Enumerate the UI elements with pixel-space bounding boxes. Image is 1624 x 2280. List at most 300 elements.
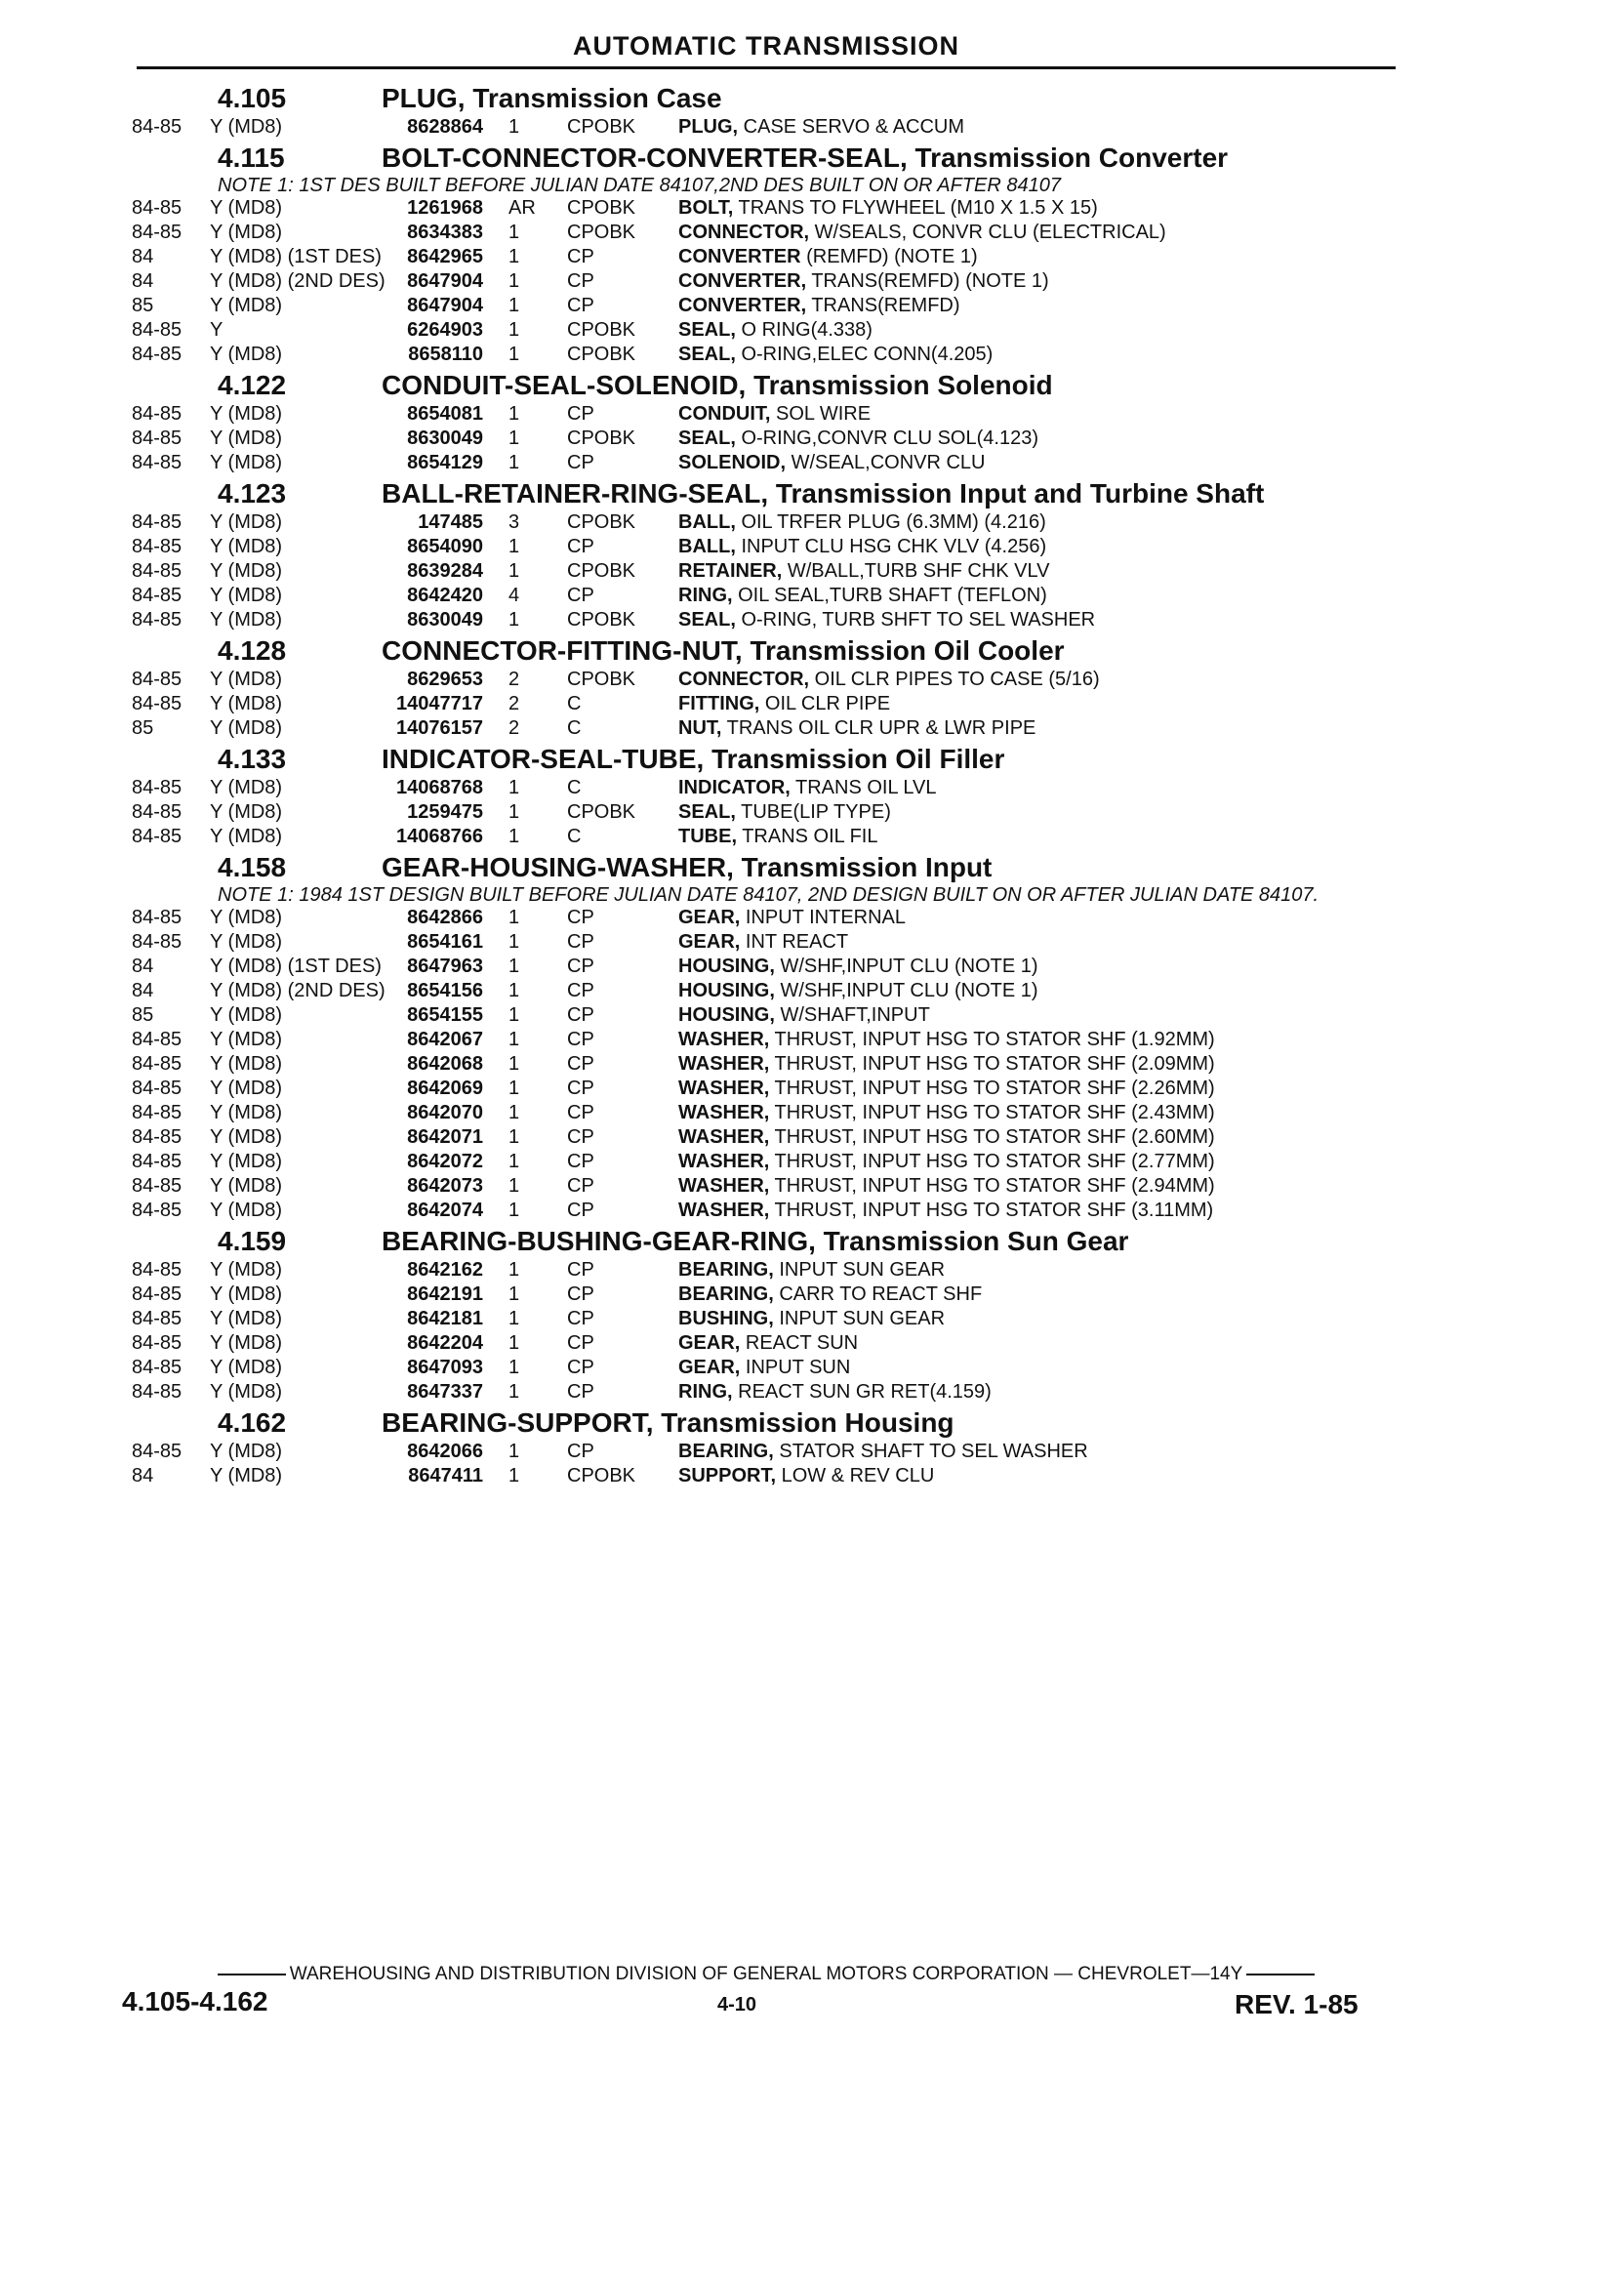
- description-cell: [678, 1199, 1401, 1223]
- part-row: [132, 930, 1401, 955]
- description-cell: [678, 196, 1401, 221]
- code-cell: C: [567, 826, 582, 847]
- quantity-cell: 1: [508, 777, 520, 798]
- description-keyword: GEAR,: [678, 1357, 741, 1378]
- part-row: [132, 668, 1401, 692]
- year-cell: 84-85: [132, 1308, 183, 1329]
- part-number-cell: 8642866: [407, 907, 483, 928]
- part-row: [132, 1440, 1401, 1464]
- code-cell: CP: [567, 403, 594, 425]
- description-cell: [678, 402, 1401, 427]
- description-keyword: SEAL,: [678, 801, 736, 823]
- year-cell: 84-85: [132, 669, 183, 690]
- description-text: THRUST, INPUT HSG TO STATOR SHF (2.09MM): [769, 1053, 1215, 1075]
- description-cell: [678, 559, 1401, 584]
- year-cell: 84: [132, 270, 154, 292]
- model-cell: Y (MD8): [210, 295, 283, 316]
- code-cell: CPOBK: [567, 609, 636, 631]
- description-text: TRANS OIL FIL: [737, 826, 878, 847]
- section-note: NOTE 1: 1984 1ST DESIGN BUILT BEFORE JULIAN DATE 84107, 2ND DESIGN BUILT ON OR AFTER JULIAN DATE 84107.: [218, 884, 1320, 906]
- description-cell: [678, 955, 1401, 979]
- section-title: BOLT-CONNECTOR-CONVERTER-SEAL, Transmission Converter: [382, 142, 1229, 173]
- description-cell: [678, 906, 1401, 930]
- quantity-cell: 1: [508, 1175, 520, 1197]
- part-number-cell: 14076157: [396, 717, 483, 739]
- quantity-cell: 1: [508, 1441, 520, 1462]
- section-heading: [132, 743, 1401, 776]
- part-number-cell: 8647904: [407, 295, 483, 316]
- description-cell: [678, 221, 1401, 245]
- description-text: OIL CLR PIPES TO CASE (5/16): [809, 669, 1100, 690]
- description-text: W/BALL,TURB SHF CHK VLV: [782, 560, 1050, 582]
- description-text: THRUST, INPUT HSG TO STATOR SHF (2.77MM): [769, 1151, 1215, 1172]
- part-row: [132, 1307, 1401, 1331]
- description-keyword: RING,: [678, 585, 733, 606]
- model-cell: Y (MD8): [210, 826, 283, 847]
- code-cell: CP: [567, 1029, 594, 1050]
- year-cell: 84-85: [132, 801, 183, 823]
- description-text: REACT SUN GR RET(4.159): [732, 1381, 992, 1403]
- description-cell: [678, 269, 1401, 294]
- year-cell: 85: [132, 1004, 154, 1026]
- model-cell: Y (MD8): [210, 801, 283, 823]
- section-title: PLUG, Transmission Case: [382, 83, 722, 113]
- part-row: [132, 979, 1401, 1003]
- quantity-cell: 2: [508, 717, 520, 739]
- year-cell: 84-85: [132, 907, 183, 928]
- section-number: 4.123: [218, 478, 287, 509]
- section-heading: [132, 634, 1401, 668]
- code-cell: CP: [567, 980, 594, 1001]
- model-cell: Y (MD8) (1ST DES): [210, 246, 382, 267]
- description-text: TRANS OIL LVL: [790, 777, 937, 798]
- description-keyword: BEARING,: [678, 1283, 774, 1305]
- description-text: INPUT SUN GEAR: [773, 1308, 946, 1329]
- description-keyword: BALL,: [678, 536, 736, 557]
- quantity-cell: 1: [508, 1053, 520, 1075]
- section-number: 4.128: [218, 635, 287, 666]
- section-number: 4.133: [218, 744, 287, 774]
- section: [132, 851, 1401, 1223]
- part-number-cell: 14047717: [396, 693, 483, 714]
- description-keyword: SEAL,: [678, 344, 736, 365]
- quantity-cell: 1: [508, 1259, 520, 1281]
- description-keyword: SEAL,: [678, 319, 736, 341]
- year-cell: 84-85: [132, 222, 183, 243]
- part-row: [132, 402, 1401, 427]
- model-cell: Y (MD8): [210, 536, 283, 557]
- part-number-cell: 8642073: [407, 1175, 483, 1197]
- part-row: [132, 1464, 1401, 1488]
- description-cell: [678, 1380, 1401, 1405]
- code-cell: CP: [567, 1004, 594, 1026]
- part-number-cell: 8654155: [407, 1004, 483, 1026]
- code-cell: CP: [567, 1283, 594, 1305]
- part-number-cell: 8654090: [407, 536, 483, 557]
- description-keyword: TUBE,: [678, 826, 737, 847]
- code-cell: CPOBK: [567, 801, 636, 823]
- code-cell: CP: [567, 270, 594, 292]
- code-cell: CP: [567, 295, 594, 316]
- description-cell: [678, 1307, 1401, 1331]
- footer-range: 4.105-4.162: [122, 1986, 268, 2016]
- year-cell: 84-85: [132, 1053, 183, 1075]
- description-cell: [678, 1101, 1401, 1125]
- quantity-cell: 1: [508, 931, 520, 953]
- description-cell: [678, 1125, 1401, 1150]
- model-cell: Y (MD8): [210, 1283, 283, 1305]
- part-number-cell: 8647411: [408, 1465, 483, 1486]
- part-row: [132, 559, 1401, 584]
- section-number: 4.122: [218, 370, 287, 400]
- code-cell: CPOBK: [567, 669, 636, 690]
- part-row: [132, 825, 1401, 849]
- section-title: BEARING-SUPPORT, Transmission Housing: [382, 1407, 954, 1438]
- section-number: 4.115: [218, 142, 285, 173]
- description-keyword: HOUSING,: [678, 956, 775, 977]
- quantity-cell: 1: [508, 222, 520, 243]
- quantity-cell: 1: [508, 246, 520, 267]
- description-keyword: WASHER,: [678, 1078, 770, 1099]
- quantity-cell: 4: [508, 585, 520, 606]
- code-cell: CP: [567, 931, 594, 953]
- description-keyword: SEAL,: [678, 428, 736, 449]
- description-text: O RING(4.338): [735, 319, 873, 341]
- year-cell: 84-85: [132, 585, 183, 606]
- description-cell: [678, 115, 1401, 140]
- model-cell: Y (MD8): [210, 693, 283, 714]
- description-cell: [678, 1464, 1401, 1488]
- part-row: [132, 1125, 1401, 1150]
- description-keyword: SOLENOID,: [678, 452, 787, 473]
- year-cell: 84-85: [132, 777, 183, 798]
- description-text: INT REACT: [740, 931, 849, 953]
- model-cell: Y (MD8) (2ND DES): [210, 980, 386, 1001]
- footer-division: WAREHOUSING AND DISTRIBUTION DIVISION OF GENERAL MOTORS CORPORATION — CHEVROLET—14Y: [132, 1964, 1401, 1985]
- model-cell: Y (MD8): [210, 1308, 283, 1329]
- description-text: O-RING,ELEC CONN(4.205): [735, 344, 994, 365]
- model-cell: Y (MD8): [210, 452, 283, 473]
- year-cell: 85: [132, 295, 154, 316]
- section-note: NOTE 1: 1ST DES BUILT BEFORE JULIAN DATE 84107,2ND DES BUILT ON OR AFTER 84107: [218, 175, 1061, 196]
- description-text: TRANS TO FLYWHEEL (M10 X 1.5 X 15): [733, 197, 1098, 219]
- year-cell: 84-85: [132, 1441, 183, 1462]
- part-row: [132, 1380, 1401, 1405]
- description-text: O-RING, TURB SHFT TO SEL WASHER: [735, 609, 1096, 631]
- description-text: INPUT SUN: [740, 1357, 851, 1378]
- year-cell: 84-85: [132, 1357, 183, 1378]
- section-heading: [132, 369, 1401, 402]
- part-number-cell: 8628864: [407, 116, 483, 138]
- part-number-cell: 14068766: [396, 826, 483, 847]
- description-cell: [678, 427, 1401, 451]
- quantity-cell: 1: [508, 826, 520, 847]
- part-row: [132, 221, 1401, 245]
- section-title: INDICATOR-SEAL-TUBE, Transmission Oil Filler: [382, 744, 1005, 774]
- part-row: [132, 535, 1401, 559]
- description-keyword: PLUG,: [678, 116, 739, 138]
- description-text: THRUST, INPUT HSG TO STATOR SHF (2.26MM): [769, 1078, 1215, 1099]
- model-cell: Y (MD8): [210, 1200, 283, 1221]
- description-cell: [678, 716, 1401, 741]
- model-cell: Y (MD8): [210, 777, 283, 798]
- model-cell: Y (MD8): [210, 669, 283, 690]
- model-cell: Y: [210, 319, 223, 341]
- quantity-cell: AR: [508, 197, 536, 219]
- model-cell: Y (MD8): [210, 1053, 283, 1075]
- part-number-cell: 1259475: [407, 801, 483, 823]
- part-number-cell: 8647093: [407, 1357, 483, 1378]
- description-text: W/SHF,INPUT CLU (NOTE 1): [774, 980, 1038, 1001]
- description-keyword: BEARING,: [678, 1259, 774, 1281]
- section: [132, 1225, 1401, 1405]
- description-text: W/SEAL,CONVR CLU: [786, 452, 986, 473]
- code-cell: CPOBK: [567, 116, 636, 138]
- code-cell: CP: [567, 956, 594, 977]
- year-cell: 84-85: [132, 1126, 183, 1148]
- description-cell: [678, 1028, 1401, 1052]
- description-text: THRUST, INPUT HSG TO STATOR SHF (3.11MM): [769, 1200, 1214, 1221]
- description-cell: [678, 979, 1401, 1003]
- description-text: REACT SUN: [740, 1332, 859, 1354]
- description-cell: [678, 668, 1401, 692]
- year-cell: 84-85: [132, 319, 183, 341]
- description-keyword: CONVERTER,: [678, 295, 807, 316]
- footer-revision: REV. 1-85: [1235, 1989, 1359, 2019]
- year-cell: 84-85: [132, 1175, 183, 1197]
- quantity-cell: 1: [508, 452, 520, 473]
- description-text: TUBE(LIP TYPE): [735, 801, 891, 823]
- part-number-cell: 147485: [418, 511, 483, 533]
- section-title: BEARING-BUSHING-GEAR-RING, Transmission Sun Gear: [382, 1226, 1129, 1256]
- model-cell: Y (MD8): [210, 403, 283, 425]
- quantity-cell: 1: [508, 403, 520, 425]
- description-cell: [678, 692, 1401, 716]
- description-cell: [678, 245, 1401, 269]
- section: [132, 634, 1401, 741]
- description-keyword: GEAR,: [678, 907, 741, 928]
- code-cell: CPOBK: [567, 560, 636, 582]
- year-cell: 84-85: [132, 1029, 183, 1050]
- part-number-cell: 8654156: [407, 980, 483, 1001]
- section-number: 4.105: [218, 83, 287, 113]
- part-number-cell: 8629653: [407, 669, 483, 690]
- model-cell: Y (MD8): [210, 1004, 283, 1026]
- section-heading: [132, 1406, 1401, 1440]
- description-keyword: HOUSING,: [678, 980, 775, 1001]
- quantity-cell: 1: [508, 609, 520, 631]
- quantity-cell: 1: [508, 1381, 520, 1403]
- description-text: THRUST, INPUT HSG TO STATOR SHF (2.43MM): [769, 1102, 1215, 1123]
- part-row: [132, 608, 1401, 632]
- part-number-cell: 8642162: [407, 1259, 483, 1281]
- part-row: [132, 906, 1401, 930]
- description-keyword: SUPPORT,: [678, 1465, 777, 1486]
- description-keyword: SEAL,: [678, 609, 736, 631]
- part-row: [132, 716, 1401, 741]
- part-row: [132, 1052, 1401, 1077]
- part-row: [132, 1199, 1401, 1223]
- part-number-cell: 14068768: [396, 777, 483, 798]
- description-text: INPUT SUN GEAR: [773, 1259, 946, 1281]
- part-row: [132, 427, 1401, 451]
- part-number-cell: 8647904: [407, 270, 483, 292]
- year-cell: 84-85: [132, 609, 183, 631]
- part-number-cell: 8642068: [407, 1053, 483, 1075]
- year-cell: 85: [132, 717, 154, 739]
- quantity-cell: 1: [508, 1078, 520, 1099]
- code-cell: CP: [567, 1332, 594, 1354]
- description-keyword: RETAINER,: [678, 560, 783, 582]
- section-heading: [132, 851, 1401, 884]
- year-cell: 84: [132, 980, 154, 1001]
- description-keyword: WASHER,: [678, 1053, 770, 1075]
- year-cell: 84-85: [132, 197, 183, 219]
- description-keyword: CONVERTER: [678, 246, 801, 267]
- description-text: OIL TRFER PLUG (6.3MM) (4.216): [735, 511, 1046, 533]
- part-row: [132, 776, 1401, 800]
- description-text: TRANS(REMFD) (NOTE 1): [806, 270, 1049, 292]
- quantity-cell: 1: [508, 956, 520, 977]
- part-number-cell: 8642181: [407, 1308, 483, 1329]
- description-cell: [678, 1258, 1401, 1282]
- description-keyword: FITTING,: [678, 693, 760, 714]
- description-keyword: GEAR,: [678, 931, 741, 953]
- description-keyword: CONNECTOR,: [678, 222, 810, 243]
- description-text: LOW & REV CLU: [776, 1465, 935, 1486]
- part-row: [132, 343, 1401, 367]
- quantity-cell: 3: [508, 511, 520, 533]
- description-cell: [678, 1003, 1401, 1028]
- code-cell: CP: [567, 1078, 594, 1099]
- section-heading: [132, 477, 1401, 510]
- part-row: [132, 245, 1401, 269]
- model-cell: Y (MD8): [210, 1175, 283, 1197]
- model-cell: Y (MD8): [210, 1441, 283, 1462]
- code-cell: CP: [567, 1259, 594, 1281]
- description-text: O-RING,CONVR CLU SOL(4.123): [735, 428, 1038, 449]
- year-cell: 84-85: [132, 1381, 183, 1403]
- section-heading: [132, 142, 1401, 175]
- description-keyword: CONVERTER,: [678, 270, 807, 292]
- code-cell: CP: [567, 1200, 594, 1221]
- quantity-cell: 1: [508, 116, 520, 138]
- year-cell: 84-85: [132, 344, 183, 365]
- description-keyword: CONDUIT,: [678, 403, 771, 425]
- description-text: INPUT INTERNAL: [740, 907, 907, 928]
- part-number-cell: 8658110: [408, 344, 483, 365]
- section: [132, 743, 1401, 849]
- model-cell: Y (MD8): [210, 1465, 283, 1486]
- description-cell: [678, 930, 1401, 955]
- model-cell: Y (MD8): [210, 585, 283, 606]
- quantity-cell: 1: [508, 1332, 520, 1354]
- part-number-cell: 8630049: [407, 428, 483, 449]
- part-row: [132, 1077, 1401, 1101]
- model-cell: Y (MD8) (1ST DES): [210, 956, 382, 977]
- model-cell: Y (MD8): [210, 609, 283, 631]
- description-cell: [678, 1356, 1401, 1380]
- description-text: CASE SERVO & ACCUM: [738, 116, 965, 138]
- section: [132, 477, 1401, 632]
- part-number-cell: 1261968: [407, 197, 483, 219]
- quantity-cell: 1: [508, 1102, 520, 1123]
- quantity-cell: 1: [508, 1151, 520, 1172]
- quantity-cell: 1: [508, 980, 520, 1001]
- model-cell: Y (MD8): [210, 511, 283, 533]
- code-cell: CPOBK: [567, 197, 636, 219]
- description-cell: [678, 318, 1401, 343]
- year-cell: 84-85: [132, 826, 183, 847]
- section-heading: [132, 1225, 1401, 1258]
- description-keyword: RING,: [678, 1381, 733, 1403]
- description-cell: [678, 800, 1401, 825]
- part-row: [132, 800, 1401, 825]
- page-title: AUTOMATIC TRANSMISSION: [573, 31, 959, 61]
- description-text: W/SEALS, CONVR CLU (ELECTRICAL): [809, 222, 1166, 243]
- part-row: [132, 1028, 1401, 1052]
- code-cell: CPOBK: [567, 1465, 636, 1486]
- description-text: (REMFD) (NOTE 1): [800, 246, 978, 267]
- model-cell: Y (MD8): [210, 1259, 283, 1281]
- part-number-cell: 8642191: [407, 1283, 483, 1305]
- part-number-cell: 8654161: [407, 931, 483, 953]
- description-text: W/SHF,INPUT CLU (NOTE 1): [774, 956, 1038, 977]
- quantity-cell: 1: [508, 801, 520, 823]
- year-cell: 84-85: [132, 536, 183, 557]
- description-keyword: GEAR,: [678, 1332, 741, 1354]
- model-cell: Y (MD8): [210, 1102, 283, 1123]
- description-text: SOL WIRE: [770, 403, 872, 425]
- description-text: THRUST, INPUT HSG TO STATOR SHF (2.94MM): [769, 1175, 1215, 1197]
- description-cell: [678, 343, 1401, 367]
- part-row: [132, 955, 1401, 979]
- part-number-cell: 8642066: [407, 1441, 483, 1462]
- section-number: 4.158: [218, 852, 287, 882]
- description-cell: [678, 510, 1401, 535]
- code-cell: C: [567, 693, 582, 714]
- part-number-cell: 8642071: [407, 1126, 483, 1148]
- part-number-cell: 8647963: [407, 956, 483, 977]
- description-cell: [678, 825, 1401, 849]
- part-number-cell: 8630049: [407, 609, 483, 631]
- model-cell: Y (MD8): [210, 197, 283, 219]
- code-cell: CP: [567, 585, 594, 606]
- quantity-cell: 1: [508, 1308, 520, 1329]
- part-number-cell: 8642069: [407, 1078, 483, 1099]
- code-cell: C: [567, 777, 582, 798]
- description-keyword: WASHER,: [678, 1102, 770, 1123]
- description-keyword: BUSHING,: [678, 1308, 774, 1329]
- quantity-cell: 1: [508, 295, 520, 316]
- model-cell: Y (MD8) (2ND DES): [210, 270, 386, 292]
- description-cell: [678, 294, 1401, 318]
- part-row: [132, 1282, 1401, 1307]
- quantity-cell: 1: [508, 1126, 520, 1148]
- model-cell: Y (MD8): [210, 1078, 283, 1099]
- description-cell: [678, 608, 1401, 632]
- description-keyword: WASHER,: [678, 1029, 770, 1050]
- section: [132, 1406, 1401, 1488]
- description-cell: [678, 1077, 1401, 1101]
- part-number-cell: 8642420: [407, 585, 483, 606]
- section-title: GEAR-HOUSING-WASHER, Transmission Input: [382, 852, 993, 882]
- quantity-cell: 1: [508, 560, 520, 582]
- model-cell: Y (MD8): [210, 1357, 283, 1378]
- quantity-cell: 1: [508, 1200, 520, 1221]
- model-cell: Y (MD8): [210, 717, 283, 739]
- part-number-cell: 8634383: [407, 222, 483, 243]
